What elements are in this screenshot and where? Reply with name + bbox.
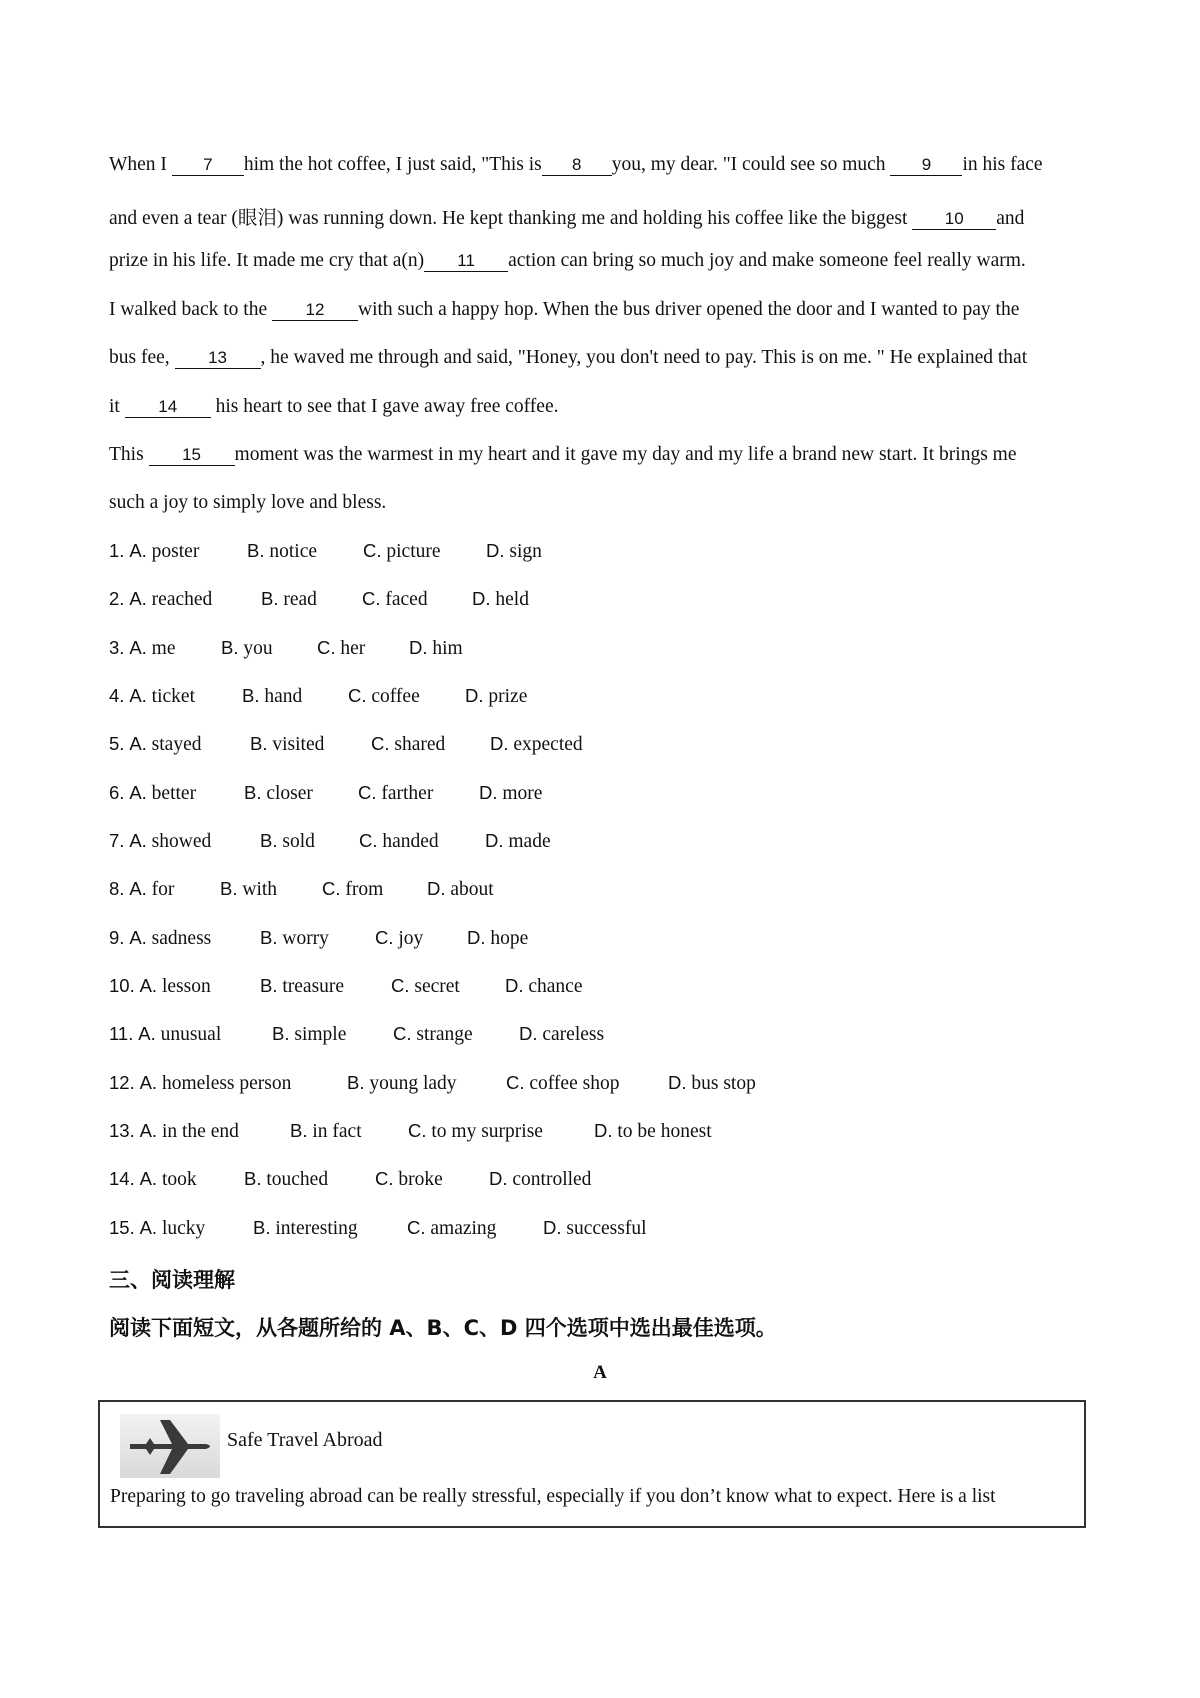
- question-number: 10.: [109, 975, 135, 996]
- option-letter: C.: [393, 1023, 412, 1044]
- question-13-c[interactable]: [408, 1120, 543, 1143]
- option-letter: D.: [668, 1072, 687, 1093]
- question-2-b[interactable]: [261, 588, 317, 611]
- text-run: action can bring so much joy and make someone feel really warm.: [508, 250, 1026, 271]
- option-a[interactable]: for: [151, 879, 175, 900]
- question-13-d[interactable]: [594, 1120, 712, 1143]
- text-run: prize in his life. It made me cry that a(n): [109, 250, 425, 271]
- option-letter: B.: [260, 927, 278, 948]
- option-d[interactable]: more: [502, 783, 543, 804]
- question-number: 3.: [109, 637, 125, 658]
- option-b[interactable]: read: [283, 589, 317, 610]
- option-b[interactable]: in fact: [312, 1121, 362, 1142]
- question-15-c[interactable]: [407, 1217, 496, 1240]
- option-c[interactable]: to my surprise: [431, 1121, 543, 1142]
- question-10-c[interactable]: [391, 975, 460, 998]
- text-run: and: [996, 208, 1025, 229]
- option-c[interactable]: shared: [394, 734, 446, 755]
- option-letter: C.: [358, 782, 377, 803]
- question-2-d[interactable]: [472, 588, 529, 611]
- option-d[interactable]: hope: [490, 928, 529, 949]
- text-run: I walked back to the: [109, 299, 272, 320]
- option-letter: D.: [427, 878, 446, 899]
- option-c[interactable]: amazing: [430, 1218, 497, 1239]
- option-letter: A.: [129, 733, 147, 754]
- option-letter: D.: [543, 1217, 562, 1238]
- question-number: 11.: [109, 1023, 134, 1044]
- option-a[interactable]: ticket: [151, 686, 195, 707]
- question-11: [109, 1023, 221, 1046]
- option-a[interactable]: took: [161, 1169, 197, 1190]
- option-letter: D.: [465, 685, 484, 706]
- question-9: [109, 927, 211, 950]
- question-3-b[interactable]: [221, 637, 273, 660]
- option-letter: D.: [409, 637, 428, 658]
- question-7: [109, 830, 211, 853]
- blank-10: 10: [912, 209, 996, 230]
- option-letter: C.: [408, 1120, 427, 1141]
- question-number: 9.: [109, 927, 125, 948]
- text-run: This: [109, 444, 149, 465]
- option-letter: B.: [260, 975, 278, 996]
- option-b[interactable]: you: [243, 638, 273, 659]
- option-letter: A.: [139, 1072, 158, 1093]
- question-6-b[interactable]: [244, 782, 313, 805]
- question-7-d[interactable]: [485, 830, 551, 853]
- passage-line-2: [109, 202, 1024, 230]
- question-3-d[interactable]: [409, 637, 463, 660]
- question-1-c[interactable]: [363, 540, 441, 563]
- question-13: [109, 1120, 239, 1143]
- option-letter: D.: [505, 975, 524, 996]
- option-letter: C.: [348, 685, 367, 706]
- option-c[interactable]: her: [340, 638, 366, 659]
- question-15: [109, 1217, 205, 1240]
- option-letter: B.: [250, 733, 268, 754]
- option-letter: B.: [244, 782, 262, 803]
- question-5-d[interactable]: [490, 733, 583, 756]
- option-d[interactable]: him: [432, 638, 463, 659]
- question-6-c[interactable]: [358, 782, 433, 805]
- option-letter: A.: [129, 927, 147, 948]
- option-a[interactable]: lesson: [161, 976, 211, 997]
- option-a[interactable]: homeless person: [161, 1073, 292, 1094]
- option-letter: B.: [260, 830, 278, 851]
- text-run: him the hot coffee, I just said, "This is: [243, 154, 542, 175]
- passage-line-7: [109, 444, 1017, 466]
- option-letter: A.: [139, 1168, 158, 1189]
- option-a[interactable]: reached: [151, 589, 213, 610]
- option-c[interactable]: joy: [398, 928, 424, 949]
- option-c[interactable]: coffee shop: [529, 1073, 620, 1094]
- text-run: it: [109, 396, 125, 417]
- option-c[interactable]: from: [345, 879, 384, 900]
- option-c[interactable]: picture: [386, 541, 441, 562]
- option-d[interactable]: careless: [542, 1024, 605, 1045]
- option-d[interactable]: controlled: [512, 1169, 592, 1190]
- question-8-b[interactable]: [220, 878, 277, 901]
- option-b[interactable]: touched: [266, 1169, 329, 1190]
- option-letter: D.: [486, 540, 505, 561]
- passage-label: A: [593, 1362, 607, 1383]
- option-b[interactable]: interesting: [275, 1218, 358, 1239]
- question-14-d[interactable]: [489, 1168, 591, 1191]
- question-3: [109, 637, 176, 660]
- option-letter: D.: [479, 782, 498, 803]
- blank-9: 9: [890, 155, 962, 176]
- option-a[interactable]: lucky: [161, 1218, 206, 1239]
- question-2: [109, 588, 212, 611]
- section-title: 三、阅读理解: [109, 1268, 235, 1292]
- option-letter: D.: [489, 1168, 508, 1189]
- option-d[interactable]: made: [508, 831, 551, 852]
- option-d[interactable]: expected: [513, 734, 583, 755]
- question-10-d[interactable]: [505, 975, 583, 998]
- option-a[interactable]: unusual: [160, 1024, 222, 1045]
- question-5: [109, 733, 202, 756]
- question-15-b[interactable]: [253, 1217, 358, 1240]
- blank-15: 15: [149, 445, 235, 466]
- question-number: 12.: [109, 1072, 135, 1093]
- text-run: his heart to see that I gave away free coffee.: [210, 396, 559, 417]
- option-letter: D.: [519, 1023, 538, 1044]
- question-number: 14.: [109, 1168, 135, 1189]
- blank-8: 8: [542, 155, 612, 176]
- option-letter: B.: [272, 1023, 290, 1044]
- option-a[interactable]: better: [151, 783, 197, 804]
- blank-7: 7: [172, 155, 244, 176]
- question-5-c[interactable]: [371, 733, 445, 756]
- text-run: such a joy to simply love and bless.: [109, 492, 387, 513]
- question-8: [109, 878, 174, 901]
- question-12-c[interactable]: [506, 1072, 619, 1095]
- passage-line-5: [109, 347, 1027, 369]
- question-1-b[interactable]: [247, 540, 317, 563]
- option-letter: A.: [139, 1120, 158, 1141]
- text-run: , he waved me through and said, "Honey, you don't need to pay. This is on me. " He explained that: [260, 347, 1028, 368]
- text-run: with such a happy hop. When the bus driver opened the door and I wanted to pay the: [357, 299, 1020, 320]
- text-run: and even a tear (眼泪) was running down. He kept thanking me and holding his coffee like the biggest: [109, 208, 913, 229]
- question-8-c[interactable]: [322, 878, 383, 901]
- blank-13: 13: [175, 348, 261, 369]
- option-c[interactable]: broke: [398, 1169, 443, 1190]
- text-run: in his face: [962, 154, 1043, 175]
- option-b[interactable]: worry: [282, 928, 329, 949]
- option-letter: B.: [247, 540, 265, 561]
- option-letter: A.: [129, 685, 147, 706]
- option-letter: B.: [242, 685, 260, 706]
- question-number: 1.: [109, 540, 125, 561]
- option-c[interactable]: handed: [382, 831, 439, 852]
- option-a[interactable]: stayed: [151, 734, 202, 755]
- option-letter: A.: [129, 637, 147, 658]
- airplane-icon: [120, 1414, 220, 1478]
- question-11-c[interactable]: [393, 1023, 473, 1046]
- passage-line-3: [109, 250, 1026, 272]
- option-b[interactable]: simple: [294, 1024, 347, 1045]
- option-b[interactable]: closer: [266, 783, 313, 804]
- option-d[interactable]: about: [450, 879, 494, 900]
- option-c[interactable]: faced: [385, 589, 428, 610]
- option-letter: C.: [317, 637, 336, 658]
- option-letter: C.: [375, 927, 394, 948]
- question-4-b[interactable]: [242, 685, 302, 708]
- option-c[interactable]: strange: [416, 1024, 473, 1045]
- option-b[interactable]: visited: [272, 734, 325, 755]
- option-d[interactable]: successful: [566, 1218, 647, 1239]
- question-9-c[interactable]: [375, 927, 423, 950]
- box-title: Safe Travel Abroad: [227, 1429, 383, 1451]
- question-11-b[interactable]: [272, 1023, 346, 1046]
- option-letter: B.: [220, 878, 238, 899]
- box-text: Preparing to go traveling abroad can be really stressful, especially if you don’t know what to expect. Here is a list: [110, 1486, 996, 1507]
- option-a[interactable]: showed: [151, 831, 212, 852]
- question-9-d[interactable]: [467, 927, 528, 950]
- question-10: [109, 975, 211, 998]
- question-7-b[interactable]: [260, 830, 315, 853]
- question-2-c[interactable]: [362, 588, 428, 611]
- option-letter: C.: [362, 588, 381, 609]
- option-letter: B.: [253, 1217, 271, 1238]
- option-c[interactable]: secret: [414, 976, 460, 997]
- option-c[interactable]: farther: [381, 783, 434, 804]
- question-6: [109, 782, 196, 805]
- option-letter: A.: [138, 1023, 156, 1044]
- question-number: 6.: [109, 782, 125, 803]
- option-letter: C.: [359, 830, 378, 851]
- question-number: 2.: [109, 588, 125, 609]
- passage-line-6: [109, 396, 558, 418]
- option-letter: D.: [485, 830, 504, 851]
- passage-line-4: [109, 299, 1019, 321]
- option-letter: A.: [129, 540, 147, 561]
- option-a[interactable]: sadness: [151, 928, 212, 949]
- option-b[interactable]: sold: [282, 831, 315, 852]
- question-9-b[interactable]: [260, 927, 329, 950]
- question-8-d[interactable]: [427, 878, 494, 901]
- question-number: 8.: [109, 878, 125, 899]
- question-13-b[interactable]: [290, 1120, 362, 1143]
- option-d[interactable]: chance: [528, 976, 583, 997]
- question-number: 13.: [109, 1120, 135, 1141]
- question-10-b[interactable]: [260, 975, 344, 998]
- option-letter: B.: [244, 1168, 262, 1189]
- question-5-b[interactable]: [250, 733, 324, 756]
- option-letter: B.: [347, 1072, 365, 1093]
- option-d[interactable]: prize: [488, 686, 528, 707]
- option-d[interactable]: held: [495, 589, 529, 610]
- blank-14: 14: [125, 397, 211, 418]
- text-run: bus fee,: [109, 347, 175, 368]
- question-12: [109, 1072, 291, 1095]
- option-letter: D.: [594, 1120, 613, 1141]
- option-a[interactable]: me: [151, 638, 176, 659]
- question-number: 7.: [109, 830, 125, 851]
- passage-line-1: [109, 154, 1043, 176]
- text-run: When I: [109, 154, 172, 175]
- section-instruction: 阅读下面短文，从各题所给的 A、B、C、D 四个选项中选出最佳选项。: [109, 1316, 777, 1340]
- question-1-d[interactable]: [486, 540, 542, 563]
- option-letter: A.: [129, 588, 147, 609]
- blank-11: 11: [424, 251, 508, 272]
- question-14: [109, 1168, 197, 1191]
- question-number: 4.: [109, 685, 125, 706]
- option-b[interactable]: hand: [264, 686, 303, 707]
- question-1: [109, 540, 199, 563]
- text-run: moment was the warmest in my heart and it gave my day and my life a brand new start. It brings me: [234, 444, 1017, 465]
- option-letter: B.: [290, 1120, 308, 1141]
- question-4-c[interactable]: [348, 685, 420, 708]
- option-letter: C.: [391, 975, 410, 996]
- blank-12: 12: [272, 300, 358, 321]
- question-3-c[interactable]: [317, 637, 365, 660]
- passage-line-8: [109, 492, 386, 514]
- question-12-b[interactable]: [347, 1072, 457, 1095]
- option-letter: C.: [506, 1072, 525, 1093]
- question-7-c[interactable]: [359, 830, 439, 853]
- question-12-d[interactable]: [668, 1072, 756, 1095]
- option-b[interactable]: with: [242, 879, 278, 900]
- text-run: you, my dear. "I could see so much: [611, 154, 891, 175]
- option-letter: C.: [363, 540, 382, 561]
- question-number: 5.: [109, 733, 125, 754]
- option-letter: C.: [407, 1217, 426, 1238]
- option-b[interactable]: young lady: [369, 1073, 457, 1094]
- question-number: 15.: [109, 1217, 135, 1238]
- option-d[interactable]: sign: [509, 541, 542, 562]
- option-d[interactable]: to be honest: [617, 1121, 712, 1142]
- question-14-c[interactable]: [375, 1168, 443, 1191]
- option-letter: D.: [472, 588, 491, 609]
- option-letter: C.: [322, 878, 341, 899]
- option-letter: A.: [129, 830, 147, 851]
- question-4-d[interactable]: [465, 685, 527, 708]
- option-letter: B.: [261, 588, 279, 609]
- option-letter: C.: [371, 733, 390, 754]
- question-6-d[interactable]: [479, 782, 542, 805]
- option-letter: A.: [129, 782, 147, 803]
- question-14-b[interactable]: [244, 1168, 328, 1191]
- option-a[interactable]: poster: [151, 541, 200, 562]
- question-11-d[interactable]: [519, 1023, 604, 1046]
- option-letter: B.: [221, 637, 239, 658]
- option-letter: A.: [139, 1217, 158, 1238]
- option-letter: A.: [129, 878, 147, 899]
- option-b[interactable]: notice: [269, 541, 318, 562]
- question-4: [109, 685, 195, 708]
- option-b[interactable]: treasure: [282, 976, 345, 997]
- reading-passage-box: [98, 1400, 1086, 1528]
- option-d[interactable]: bus stop: [691, 1073, 756, 1094]
- option-c[interactable]: coffee: [371, 686, 420, 707]
- option-letter: C.: [375, 1168, 394, 1189]
- option-letter: A.: [139, 975, 158, 996]
- question-15-d[interactable]: [543, 1217, 647, 1240]
- option-letter: D.: [467, 927, 486, 948]
- option-a[interactable]: in the end: [161, 1121, 239, 1142]
- option-letter: D.: [490, 733, 509, 754]
